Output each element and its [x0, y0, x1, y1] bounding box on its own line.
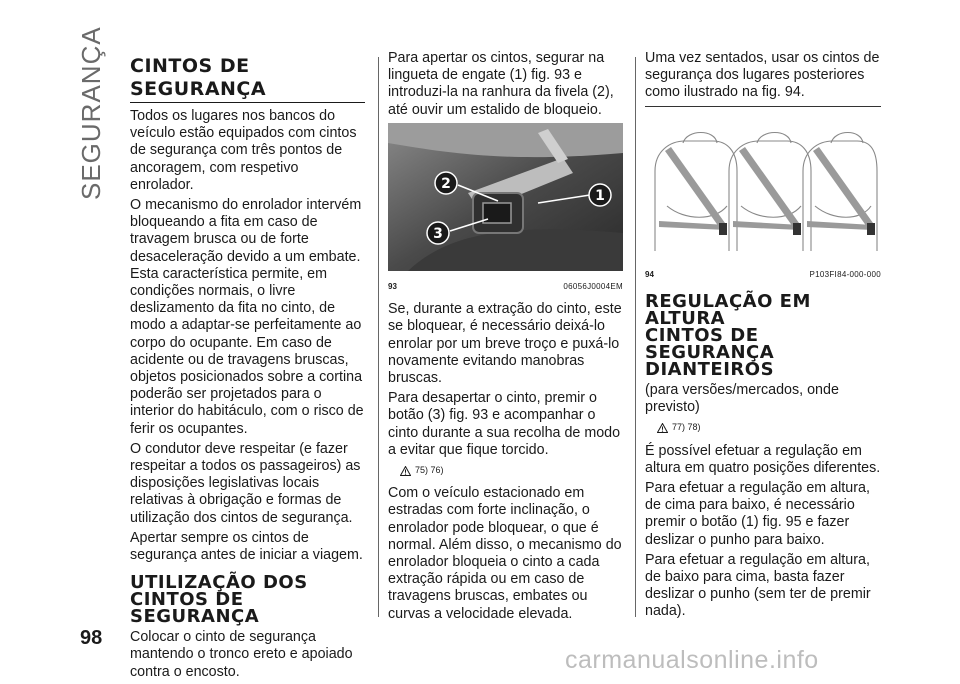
paragraph: Para efetuar a regulação em altura, de cima para baixo, é necessário premir o botão (1) fig. 95 e fazer deslizar o punho para baixo.: [645, 480, 870, 548]
column-3: [645, 50, 881, 624]
paragraph: O condutor deve respeitar (e fazer respeitar a todos os passageiros) as disposições legislativas locais relativas à obrigação e formas de utilização dos cintos de segurança.: [130, 440, 361, 526]
paragraph: Com o veículo estacionado em estradas com forte inclinação, o enrolador pode bloquear, o que é normal. Além disso, o mecanismo do enrolador bloqueia o cinto a cada extração rápida ou em caso de travagens bruscas, embates ou curvas a velocidade elevada.: [388, 485, 622, 622]
paragraph: Apertar sempre os cintos de segurança antes de iniciar a viagem.: [130, 529, 363, 564]
paragraph: Para desapertar o cinto, premir o botão (3) fig. 93 e acompanhar o cinto durante a sua recolha de modo a evitar que fique torcido.: [388, 390, 621, 458]
figure-93: [388, 123, 623, 276]
column-divider: [378, 57, 379, 617]
paragraph: Uma vez sentados, usar os cintos de segurança dos lugares posteriores como ilustrado na fig. 94.: [645, 50, 880, 101]
rear-seats-belts-illustration: [645, 111, 881, 259]
subsection-heading: UTILIZAÇÃO DOS CINTOS DE SEGURANÇA: [130, 572, 308, 628]
site-watermark: carmanualsonline.info: [565, 646, 819, 674]
section-heading: CINTOS DE: [130, 55, 250, 77]
svg-text:2: 2: [441, 175, 451, 192]
warning-reference: 75) 76): [400, 462, 623, 479]
warning-reference: 77) 78): [657, 419, 881, 436]
paragraph: Se, durante a extração do cinto, este se bloquear, é necessário deixá-lo enrolar por um breve troço e puxá-lo novamente evitando manobras bruscas.: [388, 301, 622, 387]
paragraph: É possível efetuar a regulação em altura em quatro posições diferentes.: [645, 442, 881, 476]
figure-caption: 93 06056J0004EM: [388, 282, 623, 292]
paragraph: Para efetuar a regulação em altura, de baixo para cima, basta fazer deslizar o punho (sem ter de premir nada).: [645, 551, 871, 620]
subsection-heading: REGULAÇÃO EM ALTURA CINTOS DE SEGURANÇA DIANTEIROS: [645, 291, 811, 381]
svg-text:3: 3: [433, 225, 443, 242]
paragraph: O mecanismo do enrolador intervém bloqueando a fita em caso de travagem brusca ou de forte desaceleração devido a um embate. Esta característica permite, em condições normais, o livre deslizamento da fita no cinto, de modo a adaptar-se perfeitamente ao corpo do ocupante. Em caso de acidente ou de travagens bruscas, objetos posicionados sobre a cortina poderão ser projetados para o interior do habitáculo, com o risco de ferir os ocupantes.: [130, 197, 364, 437]
section-heading-underlined: SEGURANÇA: [130, 80, 365, 103]
page-number: 98: [80, 627, 103, 649]
paragraph: Colocar o cinto de segurança mantendo o tronco ereto e apoiado contra o encosto.: [130, 629, 353, 680]
paragraph: Todos os lugares nos bancos do veículo estão equipados com cintos de segurança com três pontos de ancoragem, com respetivo enrolador.: [130, 108, 357, 193]
column-1: [130, 57, 365, 684]
seatbelt-buckle-photo: [388, 123, 623, 271]
column-divider: [635, 57, 636, 617]
figure-94: [645, 106, 881, 264]
warning-triangle-icon: [400, 466, 411, 476]
paragraph: (para versões/mercados, onde previsto): [645, 382, 839, 416]
figure-caption: 94 P103FI84-000-000: [645, 269, 881, 279]
paragraph: Para apertar os cintos, segurar na lingueta de engate (1) fig. 93 e introduzi-la na ranhura da fivela (2), até ouvir um estalido de bloqueio.: [388, 50, 614, 118]
section-side-label: SEGURANÇA: [76, 26, 106, 200]
svg-text:1: 1: [595, 187, 605, 204]
column-2: [388, 50, 623, 626]
warning-triangle-icon: [657, 423, 668, 433]
